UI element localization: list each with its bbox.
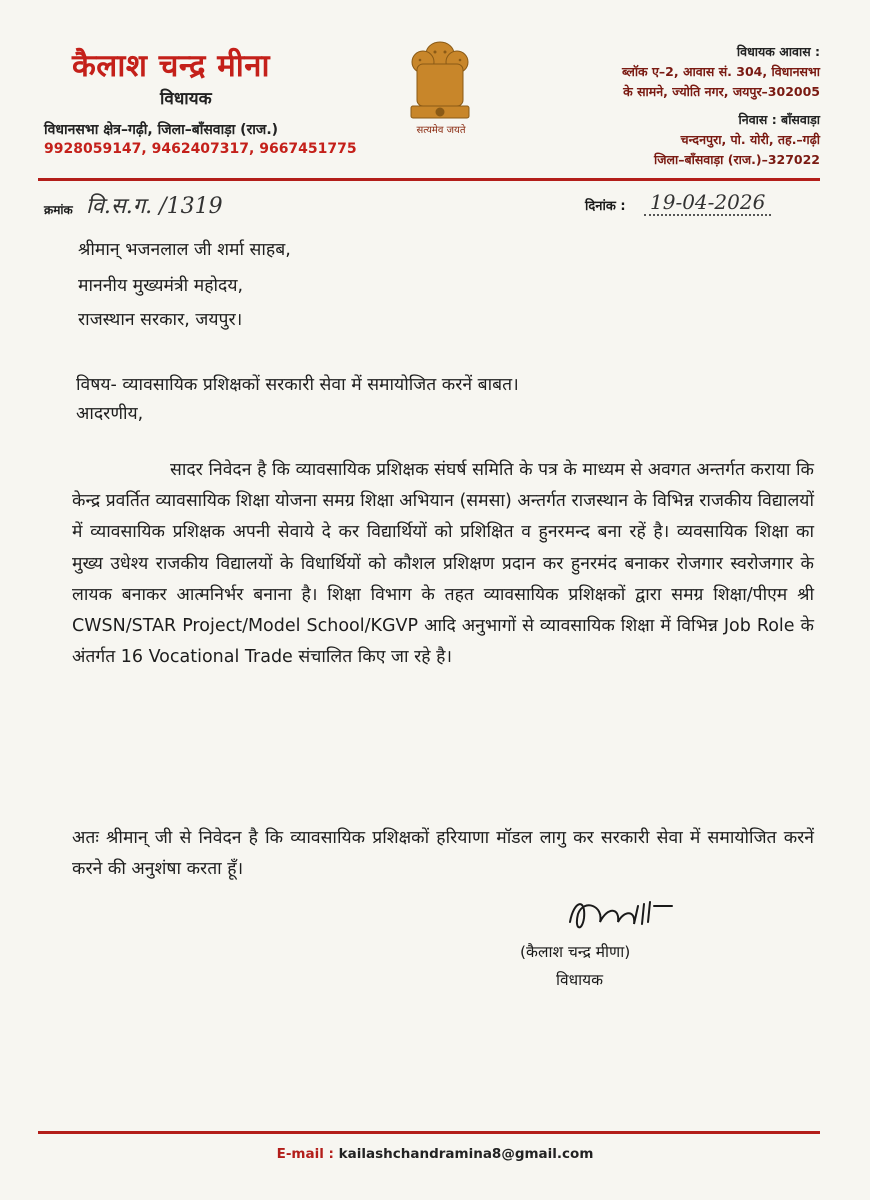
subject-line: विषय- व्यावसायिक प्रशिक्षकों सरकारी सेवा में समायोजित करनें बाबत। <box>76 375 519 395</box>
reference-label: क्रमांक <box>44 203 73 217</box>
letterhead-constituency: विधानसभा क्षेत्र–गढ़ी, जिला–बाँसवाड़ा (राज.) <box>44 122 279 138</box>
date-label: दिनांक : <box>585 199 626 214</box>
letterhead-name: कैलाश चन्द्र मीना <box>72 48 271 84</box>
body-paragraph: अतः श्रीमान् जी से निवेदन है कि व्यावसायिक प्रशिक्षकों हरियाणा मॉडल लागु कर सरकारी सेवा में समायोजित करनें करने की अनुशंषा करता हूँ। <box>72 828 814 880</box>
email-address[interactable]: kailashchandramina8@gmail.com <box>338 1146 594 1162</box>
address-heading: विधायक आवास : <box>736 44 820 59</box>
address-line: ब्लॉक ए–2, आवास सं. 304, विधानसभा <box>622 64 820 79</box>
residence-line: जिला–बाँसवाड़ा (राज.)–327022 <box>654 152 820 167</box>
footer-email-line <box>0 1146 870 1162</box>
recipient-line: श्रीमान् भजनलाल जी शर्मा साहब, <box>78 240 291 260</box>
footer-divider <box>38 1131 820 1134</box>
letterhead-phones: 9928059147, 9462407317, 9667451775 <box>44 141 357 157</box>
recipient-line: माननीय मुख्यमंत्री महोदय, <box>78 276 244 296</box>
header-divider <box>38 178 820 181</box>
address-line: के सामने, ज्योति नगर, जयपुर–302005 <box>623 84 820 99</box>
body-paragraph: सादर निवेदन है कि व्यावसायिक प्रशिक्षक संघर्ष समिति के पत्र के माध्यम से अवगत अन्तर्गत कराया कि केन्द्र प्रवर्तित व्यावसायिक शिक्षा योजना समग्र शिक्षा अभियान (समसा) अन्तर्गत राजस्थान के विभिन्न राजकीय विद्यालयों में व्यावसायिक प्रशिक्षक अपनी सेवाये दे कर विद्यार्थियों को प्रशिक्षित व हुनरमन्द बना रहें है। व्यवसायिक शिक्षा का मुख्य उधेश्य राजकीय विद्यालयों के विधार्थियों को कौशल प्रशिक्षण प्रदान कर हुनरमंद बनाकर रोजगार स्वरोजगार के लायक बनाकर आत्मनिर्भर बनाना है। शिक्षा विभाग के तहत व्यावसायिक प्रशिक्षकों द्वारा समग्र शिक्षा/पीएम श्री CWSN/STAR Project/Model School/KGVP आदि अनुभागों से व्यावसायिक शिक्षा में विभिन्न Job Role के अंतर्गत 16 Vocational Trade संचालित किए जा रहे है। <box>72 460 814 668</box>
letterhead-title: विधायक <box>160 89 212 109</box>
email-label: E-mail : <box>276 1146 334 1162</box>
signatory-title: विधायक <box>556 971 604 989</box>
reference-number: वि.स.ग. /1319 <box>86 194 223 219</box>
residence-heading: निवास : बाँसवाड़ा <box>738 112 820 127</box>
salutation: आदरणीय, <box>76 404 144 424</box>
residence-line: चन्दनपुरा, पो. योरी, तह.–गढ़ी <box>680 132 820 147</box>
recipient-line: राजस्थान सरकार, जयपुर। <box>78 310 243 330</box>
date-value: 19-04-2026 <box>644 190 771 216</box>
emblem-motto: सत्यमेव जयते <box>416 125 466 136</box>
signatory-name: (कैलाश चन्द्र मीणा) <box>520 943 631 961</box>
